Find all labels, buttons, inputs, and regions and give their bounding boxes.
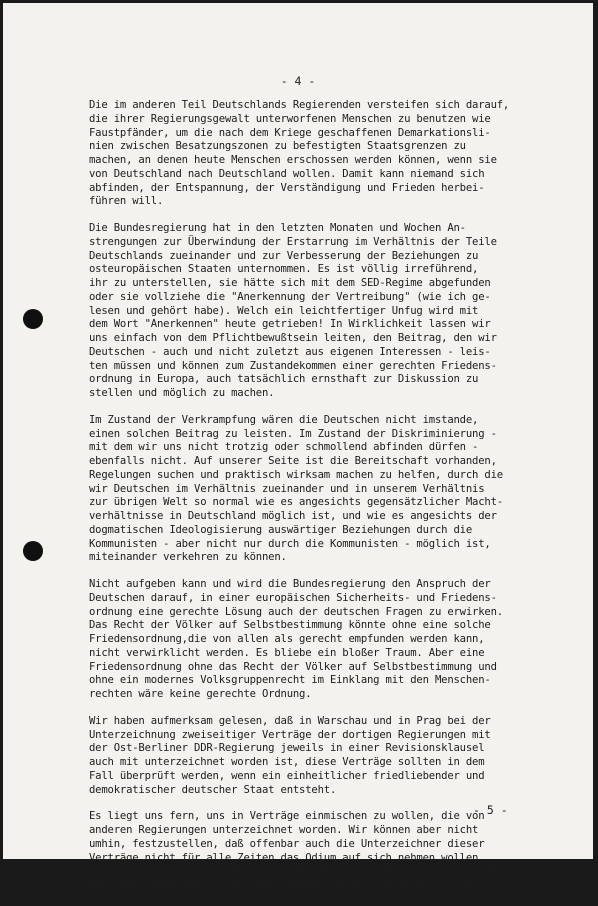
text-line: miteinander verkehren zu können. (89, 551, 287, 564)
text-line: Wir haben aufmerksam gelesen, daß in Warschau und in Prag bei der (89, 714, 491, 727)
text-line: ohne ein modernes Volksgruppenrecht im Einklang mit den Menschen- (89, 674, 491, 687)
text-line: stellen und möglich zu machen. (89, 387, 275, 399)
text-line: Faustpfänder, um die nach dem Kriege geschaffenen Demarkationsli- (89, 126, 491, 139)
text-line: oder sie vollziehe die "Anerkennung der Vertreibung" (wie ich ge- (89, 290, 491, 303)
text-line: von zwei deutschen Völkern oder zwei deutschen Nationen zu sprechen. (89, 865, 510, 878)
next-page-indicator: - 5 - (473, 803, 508, 817)
text-line: osteuropäischen Staaten unternommen. Es ist völlig irreführend, (89, 263, 479, 276)
text-line: einen solchen Beitrag zu leisten. Im Zustand der Diskriminierung - (89, 427, 497, 440)
text-line: Das Recht der Völker auf Selbstbestimmung könnte ohne eine solche (89, 619, 491, 632)
text-line: Deutschen darauf, in einer europäischen Sicherheits- und Friedens- (89, 591, 497, 604)
paragraph (89, 414, 581, 565)
text-line: von Deutschland nach Deutschland wollen. Damit kann niemand sich (89, 167, 485, 180)
text-line: uns einfach von dem Pflichtbewußtsein leiten, den Beitrag, den wir (89, 332, 497, 344)
text-line: nicht verwirklicht werden. Es bliebe ein bloßer Traum. Aber eine (89, 646, 485, 659)
text-line: Unterzeichnung zweiseitiger Verträge der dortigen Regierungen mit (89, 728, 491, 741)
text-line: umhin, festzustellen, daß offenbar auch die Unterzeichner dieser (89, 837, 485, 850)
text-line: anderen Regierungen unterzeichnet worden. Wir können aber nicht (89, 824, 479, 836)
paragraph (89, 222, 581, 401)
text-line: nien zwischen Besatzungszonen zu befestigten Staatsgrenzen zu (89, 140, 466, 153)
text-line: Friedensordnung ohne das Recht der Völker auf Selbstbestimmung und (89, 660, 497, 673)
text-line: strengungen zur Überwindung der Erstarrung im Verhältnis der Teile (89, 235, 497, 248)
text-line: ihr zu unterstellen, sie hätte sich mit dem SED-Regime abgefunden (89, 277, 491, 289)
text-line: Im Zustand der Verkrampfung wären die Deutschen nicht imstande, (89, 413, 479, 426)
text-line: Es liegt uns fern, uns in Verträge einmischen zu wollen, die von (89, 810, 485, 823)
text-line: ordnung eine gerechte Lösung auch der deutschen Fragen zu erwirken. (89, 605, 503, 618)
body-text (89, 99, 581, 906)
text-line: ordnung in Europa, auch tatsächlich ernsthaft zur Diskussion zu (89, 373, 479, 386)
text-line: abfinden, der Entspannung, der Verständigung und Frieden herbei- (89, 181, 485, 194)
text-line: die ihrer Regierungsgewalt unterworfenen Menschen zu benutzen wie (89, 112, 491, 125)
text-line: Kommunisten - aber nicht nur durch die Kommunisten - möglich ist, (89, 537, 491, 550)
paragraph (89, 715, 581, 798)
text-line: ebenfalls nicht. Auf unserer Seite ist die Bereitschaft vorhanden, (89, 455, 497, 467)
punch-hole-bottom (23, 541, 43, 561)
text-line: Regelungen suchen und praktisch wirksam machen zu helfen, durch die (89, 468, 503, 481)
text-line: ten müssen und können zum Zustandekommen einer gerechten Friedens- (89, 359, 497, 372)
text-line: dem Wort "Anerkennen" heute getrieben! In Wirklichkeit lassen wir (89, 318, 491, 331)
text-line: Die Bundesregierung hat in den letzten Monaten und Wochen An- (89, 222, 466, 234)
paragraph (89, 578, 581, 702)
text-line: der Ost-Berliner DDR-Regierung jeweils in einer Revisionsklausel (89, 742, 485, 755)
text-line: führen will. (89, 195, 164, 208)
text-line: Die im anderen Teil Deutschlands Regierenden versteifen sich darauf, (89, 99, 510, 111)
text-line: demokratischer deutscher Staat entsteht. (89, 783, 337, 796)
text-line: verhältnisse in Deutschland möglich ist, und wie es angesichts der (89, 510, 497, 522)
text-line: Friedensordnung,die von allen als gerecht empfunden werden kann, (89, 633, 485, 645)
text-line: lesen und gehört habe). Welch ein leichtfertiger Unfug wird mit (89, 304, 479, 317)
paragraph (89, 99, 581, 209)
punch-hole-top (23, 309, 43, 329)
text-line: Fall überprüft werden, wenn ein einheitlicher friedliebender und (89, 769, 485, 782)
text-line: mit dem wir uns nicht trotzig oder schmollend abfinden dürfen - (89, 441, 479, 454)
text-line: rechten wäre keine gerechte Ordnung. (89, 688, 312, 700)
text-line: Deutschlands zueinander und zur Verbesserung der Beziehungen zu (89, 249, 479, 262)
page-number: - 4 - (280, 74, 316, 88)
text-line: wir Deutschen im Verhältnis zueinander und in unserem Verhältnis (89, 482, 485, 495)
text-line: Nicht aufgeben kann und wird die Bundesregierung den Anspruch der (89, 578, 491, 590)
paragraph (89, 810, 581, 893)
document-page (3, 3, 593, 891)
text-line: machen, an denen heute Menschen erschossen werden können, wenn sie (89, 154, 497, 166)
text-line: zur übrigen Welt so normal wie es angesichts gegensätzlicher Macht- (89, 496, 503, 509)
text-line: dogmatischen Ideologisierung auswärtiger Beziehungen durch die (89, 523, 473, 536)
text-line: Deutschen - auch und nicht zuletzt aus eigenen Interessen - leis- (89, 345, 491, 358)
text-line: Verträge nicht für alle Zeiten das Odium auf sich nehmen wollen, (89, 851, 485, 864)
text-line: Wenn die Sowjetunion sich entschließen könnte, an einem solchen (89, 879, 479, 891)
text-line: auch mit unterzeichnet worden ist, diese Verträge sollten in dem (89, 756, 485, 768)
